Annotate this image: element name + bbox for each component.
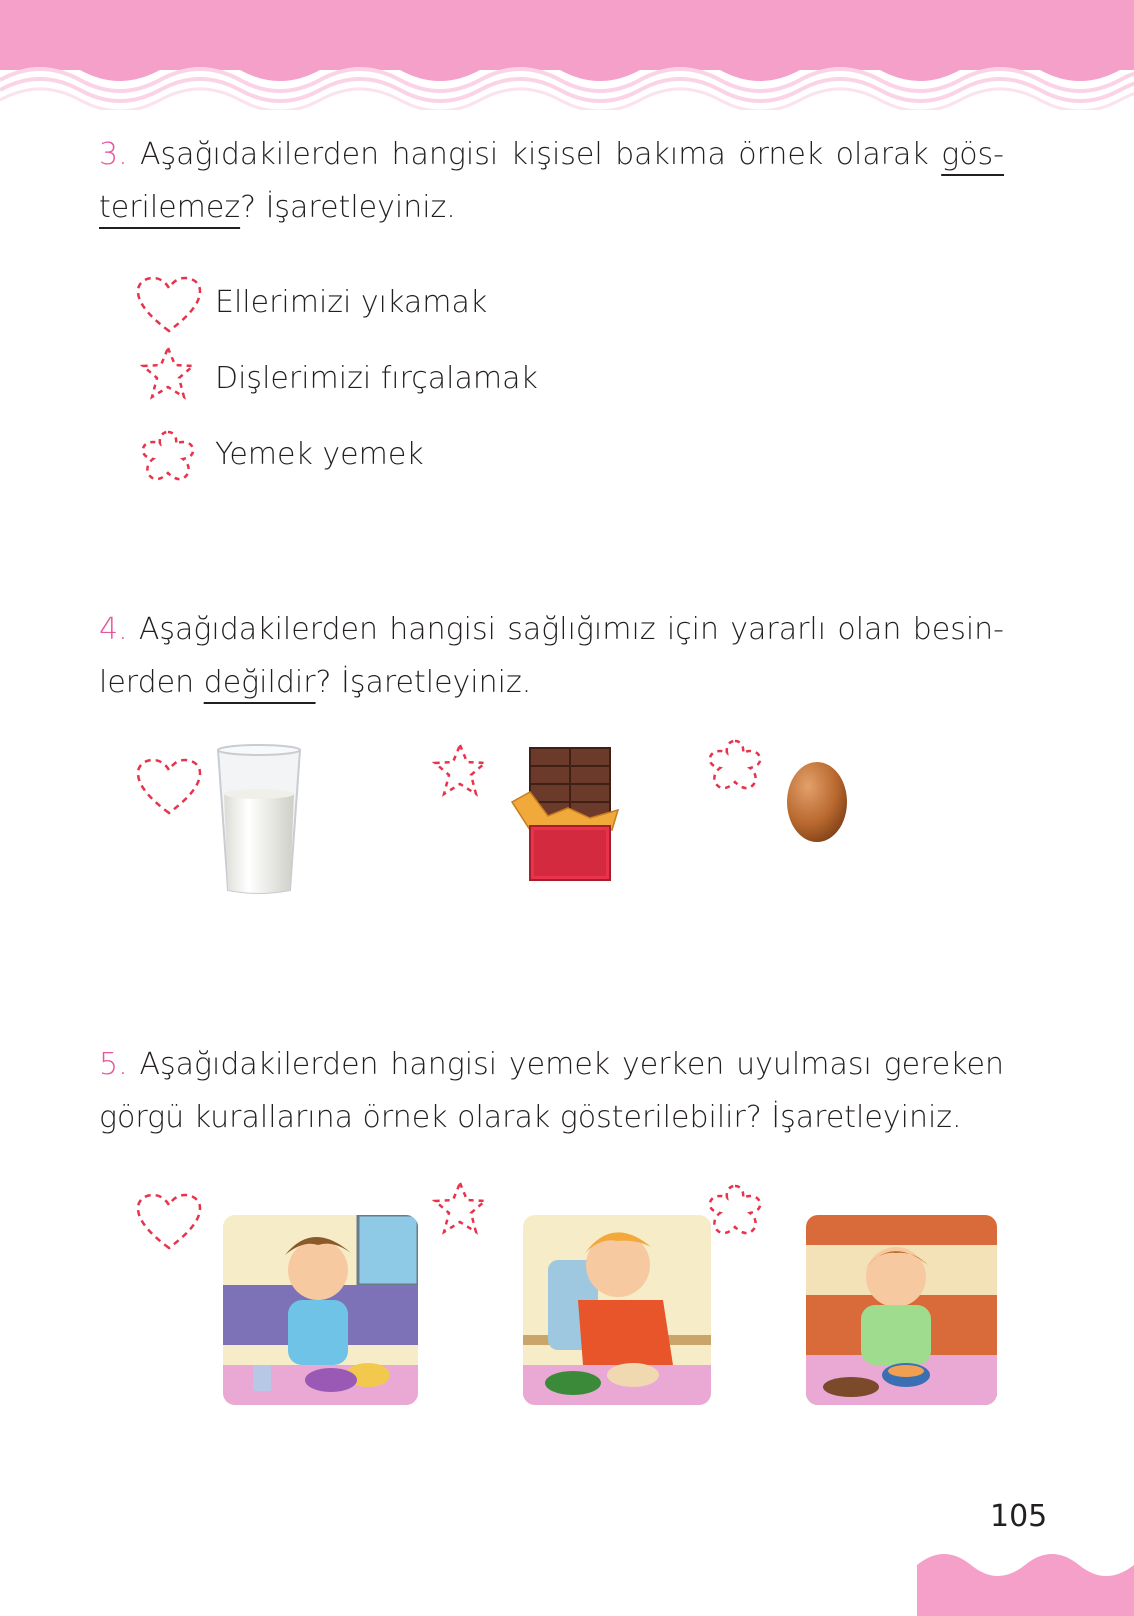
page-number: 105 (990, 1499, 1048, 1534)
question-5-line-2 (99, 1100, 1004, 1136)
question-number: 5. (99, 1047, 128, 1082)
flower-outline-icon[interactable] (704, 1182, 766, 1240)
egg (785, 760, 849, 844)
header-wave-band (0, 0, 1134, 110)
question-3-line-1 (99, 137, 1004, 173)
chocolate-bar (508, 746, 620, 882)
heart-outline-icon[interactable] (135, 275, 203, 335)
heart-outline-icon[interactable] (135, 757, 203, 817)
glass-of-milk (214, 744, 304, 896)
star-outline-icon[interactable] (432, 742, 488, 798)
question-4-line-1 (99, 612, 1004, 648)
star-outline-icon[interactable] (432, 1180, 488, 1236)
girl-eating-soup (806, 1215, 997, 1405)
question-number: 4. (99, 612, 128, 647)
question-text: lerden (99, 665, 204, 700)
footer-wave-band (917, 1535, 1134, 1616)
question-4-line-2 (99, 665, 1004, 701)
underlined-word: terilemez (99, 190, 241, 225)
boy-eating-at-table (223, 1215, 418, 1405)
question-text: Aşağıdakilerden hangisi kişisel bakıma örnek olarak (140, 137, 942, 172)
question-text: Aşağıdakilerden hangisi sağlığımız için yararlı olan besin- (138, 612, 1004, 647)
option-label: Dişlerimizi fırçalamak (215, 361, 538, 396)
heart-outline-icon[interactable] (135, 1192, 203, 1252)
question-5-line-1 (99, 1047, 1004, 1083)
flower-outline-icon[interactable] (704, 737, 766, 795)
option-label: Ellerimizi yıkamak (215, 285, 488, 320)
star-outline-icon[interactable] (140, 345, 196, 401)
question-text: ? İşaretleyiniz. (315, 665, 532, 700)
underlined-word: değildir (203, 665, 316, 700)
question-text: Aşağıdakilerden hangisi yemek yerken uyulması gereken (139, 1047, 1005, 1082)
boy-coughing-at-table (523, 1215, 711, 1405)
option-label: Yemek yemek (215, 437, 424, 472)
question-number: 3. (99, 137, 128, 172)
question-text: ? İşaretleyiniz. (240, 190, 456, 225)
question-3-line-2 (99, 190, 1004, 226)
question-text: görgü kurallarına örnek olarak gösterilebilir? İşaretleyiniz. (99, 1100, 962, 1135)
underlined-word: gös- (941, 137, 1004, 172)
flower-outline-icon[interactable] (137, 428, 199, 486)
